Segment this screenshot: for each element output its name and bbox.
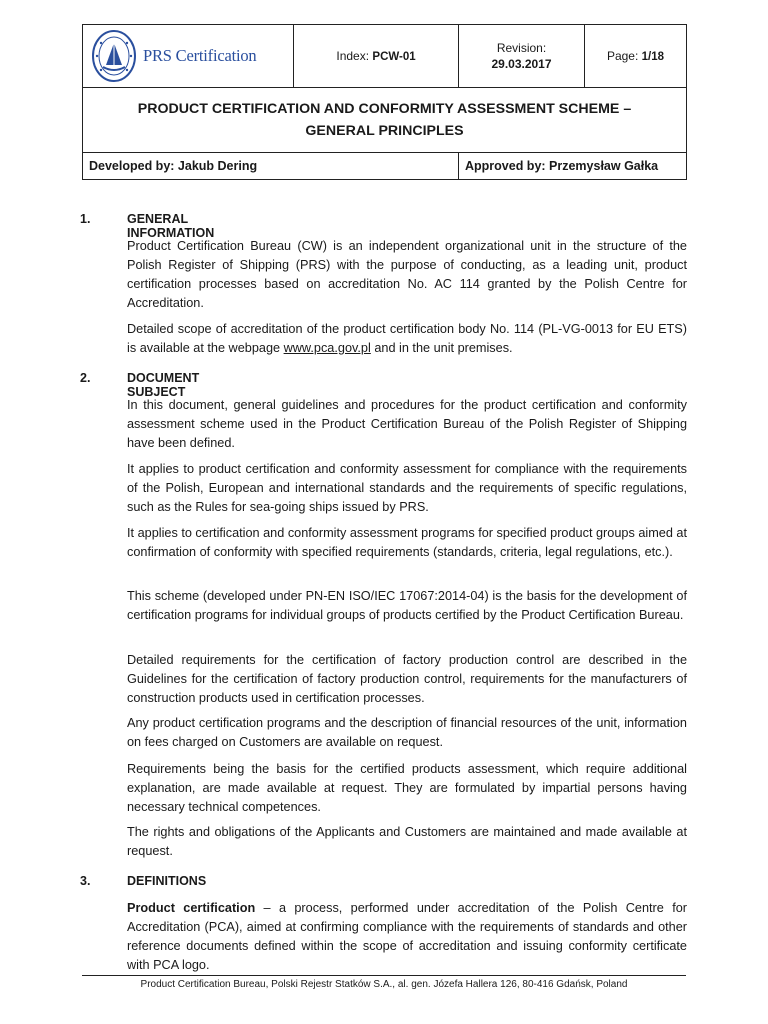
title-line-1: PRODUCT CERTIFICATION AND CONFORMITY ASSESSMENT SCHEME – <box>137 101 632 117</box>
paragraph: It applies to certification and conformity assessment programs for specified product groups aimed at confirmation of conformity with specified requirements (standards, criteria, legal regulations, etc.). <box>127 526 687 559</box>
section-1-heading: GENERAL INFORMATION <box>127 212 215 240</box>
paragraph: Detailed requirements for the certification of factory production control are described in the Guidelines for the certification of factory production control, requirements for the manufacturers of construction products used in certification processes. <box>127 653 687 705</box>
revision-cell <box>459 25 585 88</box>
section-3-heading: DEFINITIONS <box>127 874 207 888</box>
prs-seal-icon <box>91 29 137 83</box>
page-footer: Product Certification Bureau, Polski Rejestr Statków S.A., al. gen. Józefa Hallera 126, 80-416 Gdańsk, Poland <box>140 979 628 990</box>
document-header-table <box>82 24 687 180</box>
paragraph <box>127 899 687 975</box>
revision-label: Revision: <box>496 41 547 55</box>
section-3-number: 3. <box>80 874 91 888</box>
paragraph: This scheme (developed under PN-EN ISO/IEC 17067:2014-04) is the basis for the development of certification programs for individual groups of products certified by the Product Certification Bureau. <box>127 589 687 622</box>
developed-by: Developed by: Jakub Dering <box>83 153 459 180</box>
company-logo <box>83 29 293 83</box>
index-cell <box>294 25 459 88</box>
paragraph: Product Certification Bureau (CW) is an independent organizational unit in the structure of the Polish Register of Shipping (PRS) with the purpose of conducting, as a leading unit, product certification processes based on accreditation No. AC 114 granted by the Polish Centre for Accreditation. <box>127 239 687 310</box>
section-2-heading: DOCUMENT SUBJECT <box>127 371 200 399</box>
footer-divider <box>82 975 686 976</box>
index-label: Index: <box>336 49 370 63</box>
paragraph <box>127 320 687 358</box>
definition-term: Product certification <box>127 901 256 915</box>
page-cell <box>585 25 687 88</box>
paragraph: Requirements being the basis for the certified products assessment, which require additional explanation, are made available at request. They are formulated by impartial persons having necessary technical competences. <box>127 762 687 814</box>
paragraph: It applies to product certification and conformity assessment for compliance with the requirements of the Polish, European and international standards and the requirements of specific regulations, such as the Rules for sea-going ships issued by PRS. <box>127 462 687 514</box>
paragraph: The rights and obligations of the Applicants and Customers are maintained and made available at request. <box>127 825 687 858</box>
revision-date: 29.03.2017 <box>491 57 552 71</box>
paragraph-text: and in the unit premises. <box>370 341 513 355</box>
section-2-number: 2. <box>80 371 91 385</box>
title-line-2: GENERAL PRINCIPLES <box>305 123 464 139</box>
pca-website-link[interactable]: www.pca.gov.pl <box>283 341 371 355</box>
page-label: Page: <box>606 49 639 63</box>
logo-text: PRS Certification <box>143 46 257 65</box>
index-value: PCW-01 <box>372 51 416 63</box>
approved-by: Approved by: Przemysław Gałka <box>459 153 687 180</box>
paragraph: Any product certification programs and the description of financial resources of the unit, information on fees charged on Customers are available on request. <box>127 716 687 749</box>
definition-text: – a process, performed under accreditation of the Polish Centre for Accreditation (PCA), aimed at confirming compliance with the requirements of standards and other reference documents defined within the scope of accreditation and issuing conformity certificate with PCA logo. <box>127 901 687 972</box>
paragraph-text: Detailed scope of accreditation of the product certification body No. 114 (PL-VG-0013 for EU ETS) is available at the webpage <box>127 322 687 355</box>
paragraph: In this document, general guidelines and procedures for the product certification and conformity assessment scheme used in the Product Certification Bureau of the Polish Register of Shipping have been defined. <box>127 398 687 450</box>
section-1-number: 1. <box>80 212 91 226</box>
page-value: 1/18 <box>641 51 665 63</box>
document-title <box>83 88 687 153</box>
logo-cell <box>83 25 294 88</box>
